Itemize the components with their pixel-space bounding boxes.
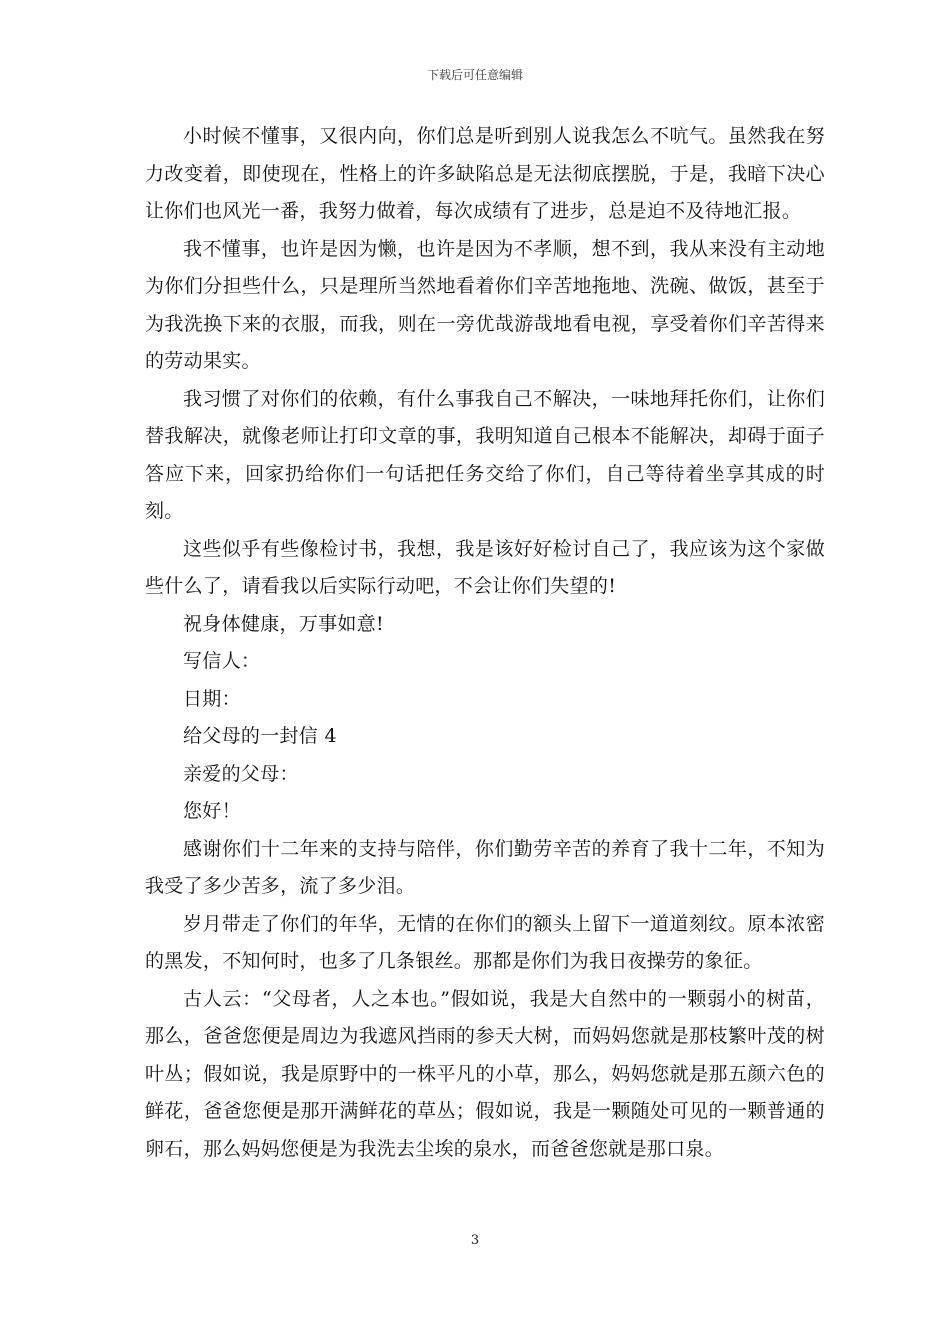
closing-wish: 祝身体健康，万事如意! [183,612,384,635]
date-line: 日期： [183,687,241,710]
letter-body [145,118,825,1168]
salutation: 亲爱的父母： [183,762,299,785]
paragraph: 古人云：“父母者，人之本也。”假如说，我是大自然中的一颗弱小的树苗，那么，爸爸您便是周边为我遮风挡雨的参天大树，而妈妈您就是那枝繁叶茂的树叶丛；假如说，我是原野中的一株平凡的小草，那么，妈妈您就是那五颜六色的鲜花，爸爸您便是那开满鲜花的草丛；假如说，我是一颗随处可见的一颗普通的卵石，那么妈妈您便是为我洗去尘埃的泉水，而爸爸您就是那口泉。 [145,987,825,1160]
paragraph: 小时候不懂事，又很内向，你们总是听到别人说我怎么不吭气。虽然我在努力改变着，即使现在，性格上的许多缺陷总是无法彻底摆脱，于是，我暗下决心让你们也风光一番，我努力做着，每次成绩有了进步，总是迫不及待地汇报。 [145,125,825,222]
paragraph: 我习惯了对你们的依赖，有什么事我自己不解决，一味地拜托你们，让你们替我解决，就像老师让打印文章的事，我明知道自己根本不能解决，却碍于面子答应下来，回家扔给你们一句话把任务交给了你们，自己等待着坐享其成的时刻。 [145,387,825,522]
signature-line: 写信人： [183,650,261,672]
page-header: 下载后可任意编辑 [426,68,523,82]
paragraph: 岁月带走了你们的年华，无情的在你们的额头上留下一道道刻纹。原本浓密的黑发，不知何时，也多了几条银丝。那都是你们为我日夜操劳的象征。 [145,912,825,972]
greeting: 您好！ [183,800,241,822]
letter-title: 给父母的一封信 4 [183,725,337,747]
paragraph: 这些似乎有些像检讨书，我想，我是该好好检讨自己了，我应该为这个家做些什么了，请看我以后实际行动吧，不会让你们失望的! [145,537,825,597]
paragraph: 我不懂事，也许是因为懒，也许是因为不孝顺，想不到，我从来没有主动地为你们分担些什么，只是理所当然地看着你们辛苦地拖地、洗碗、做饭，甚至于为我洗换下来的衣服，而我，则在一旁优哉游哉地看电视，享受着你们辛苦得来的劳动果实。 [145,237,825,372]
page-number: 3 [470,1233,480,1248]
paragraph: 感谢你们十二年来的支持与陪伴，你们勤劳辛苦的养育了我十二年，不知为我受了多少苦多，流了多少泪。 [145,837,825,897]
